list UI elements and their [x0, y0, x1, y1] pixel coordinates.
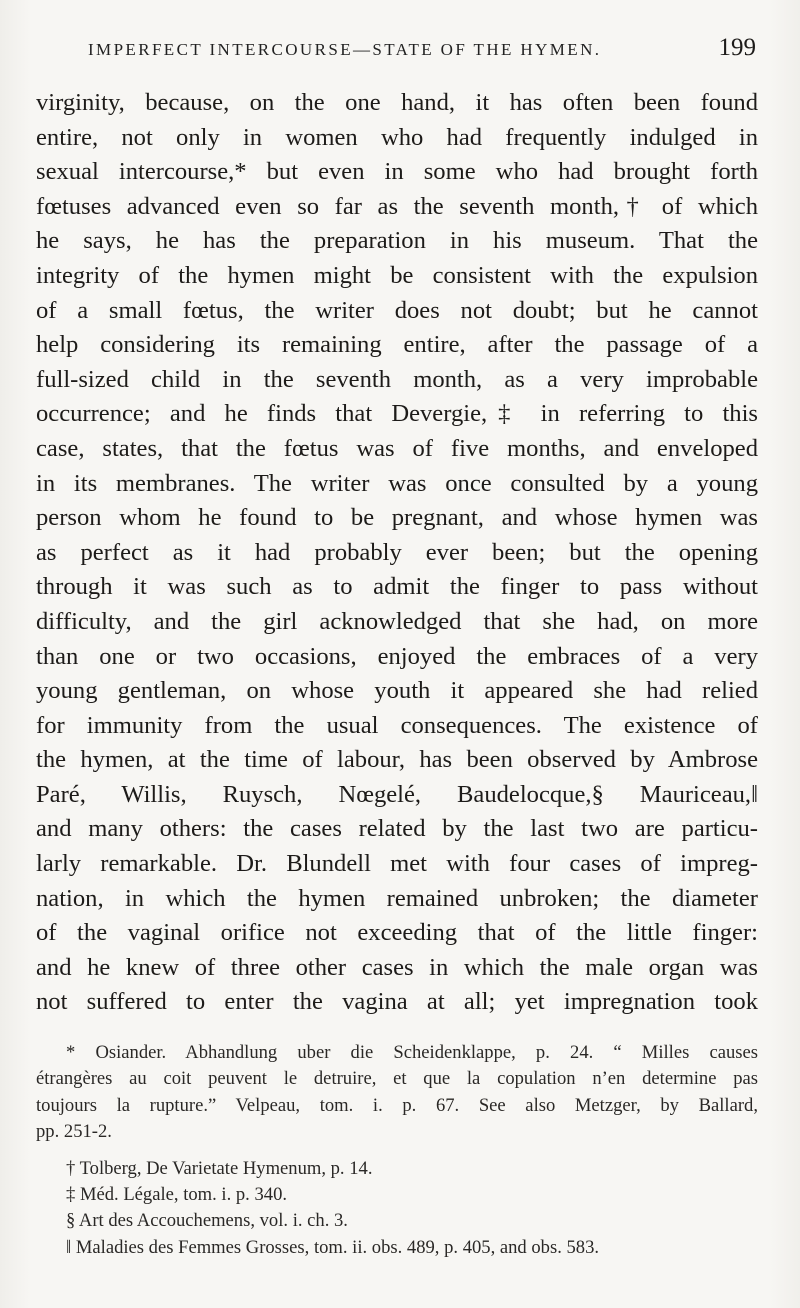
- text-line: and many others: the cases related by the last two are particu-: [36, 815, 758, 843]
- text-line: integrity of the hymen might be consistent with the expulsion: [36, 261, 758, 289]
- footnote-line: étrangères au coit peuvent le detruire, et que la copulation n’en determine pas: [36, 1068, 758, 1090]
- text-line: occurrence; and he finds that Devergie,‡ in referring to this: [36, 400, 758, 428]
- text-line: entire, not only in women who had frequently indulged in: [36, 123, 758, 151]
- text-line: young gentleman, on whose youth it appeared she had relied: [36, 677, 758, 705]
- footnote-line: pp. 251-2.: [36, 1121, 112, 1143]
- footnote-line: toujours la rupture.” Velpeau, tom. i. p. 67. See also Metzger, by Ballard,: [36, 1094, 758, 1116]
- text-line: help considering its remaining entire, after the passage of a: [36, 331, 758, 359]
- footnote-devergie: ‡ Méd. Légale, tom. i. p. 340.: [66, 1183, 288, 1205]
- text-line: through it was such as to admit the finger to pass without: [36, 573, 758, 601]
- page-header: [88, 34, 756, 64]
- text-line: virginity, because, on the one hand, it has often been found: [36, 89, 758, 116]
- running-title: IMPERFECT INTERCOURSE—STATE OF THE HYMEN.: [88, 40, 602, 59]
- text-line: of a small fœtus, the writer does not doubt; but he cannot: [36, 296, 758, 324]
- text-line: as perfect as it had probably ever been; but the opening: [36, 538, 758, 566]
- text-line: case, states, that the fœtus was of five months, and enveloped: [36, 434, 758, 462]
- text-line: not suffered to enter the vagina at all; yet impregnation took: [36, 988, 758, 1016]
- text-line: in its membranes. The writer was once consulted by a young: [36, 469, 758, 497]
- footnote-line: * Osiander. Abhandlung uber die Scheidenklappe, p. 24. “ Milles causes: [66, 1042, 758, 1063]
- text-line: of the vaginal orifice not exceeding that of the little finger:: [36, 919, 758, 947]
- text-line: fœtuses advanced even so far as the seventh month,† of which: [36, 192, 758, 220]
- text-line: nation, in which the hymen remained unbroken; the diameter: [36, 884, 758, 912]
- page-number: 199: [718, 34, 756, 61]
- text-line: larly remarkable. Dr. Blundell met with four cases of impreg-: [36, 850, 758, 878]
- text-line: for immunity from the usual consequences. The existence of: [36, 711, 758, 739]
- text-line: he says, he has the preparation in his museum. That the: [36, 227, 758, 255]
- text-line: sexual intercourse,* but even in some who had brought forth: [36, 158, 758, 186]
- footnote-tolberg: † Tolberg, De Varietate Hymenum, p. 14.: [66, 1157, 373, 1179]
- text-line: Paré, Willis, Ruysch, Nœgelé, Baudelocque,§ Mauriceau,‖: [36, 780, 758, 808]
- footnote-mauriceau: ‖ Maladies des Femmes Grosses, tom. ii. obs. 489, p. 405, and obs. 583.: [66, 1236, 600, 1258]
- footnote-baudelocque: § Art des Accouchemens, vol. i. ch. 3.: [66, 1210, 348, 1232]
- footnotes: [36, 1040, 758, 1261]
- text-line: than one or two occasions, enjoyed the embraces of a very: [36, 642, 758, 670]
- text-line: full-sized child in the seventh month, as a very improbable: [36, 365, 758, 393]
- footnote-osiander: [36, 1040, 758, 1146]
- text-line: difficulty, and the girl acknowledged that she had, on more: [36, 607, 758, 635]
- text-line: the hymen, at the time of labour, has been observed by Ambrose: [36, 746, 758, 774]
- text-line: person whom he found to be pregnant, and whose hymen was: [36, 504, 758, 532]
- body-text: [36, 86, 758, 1020]
- text-line: and he knew of three other cases in which the male organ was: [36, 953, 758, 981]
